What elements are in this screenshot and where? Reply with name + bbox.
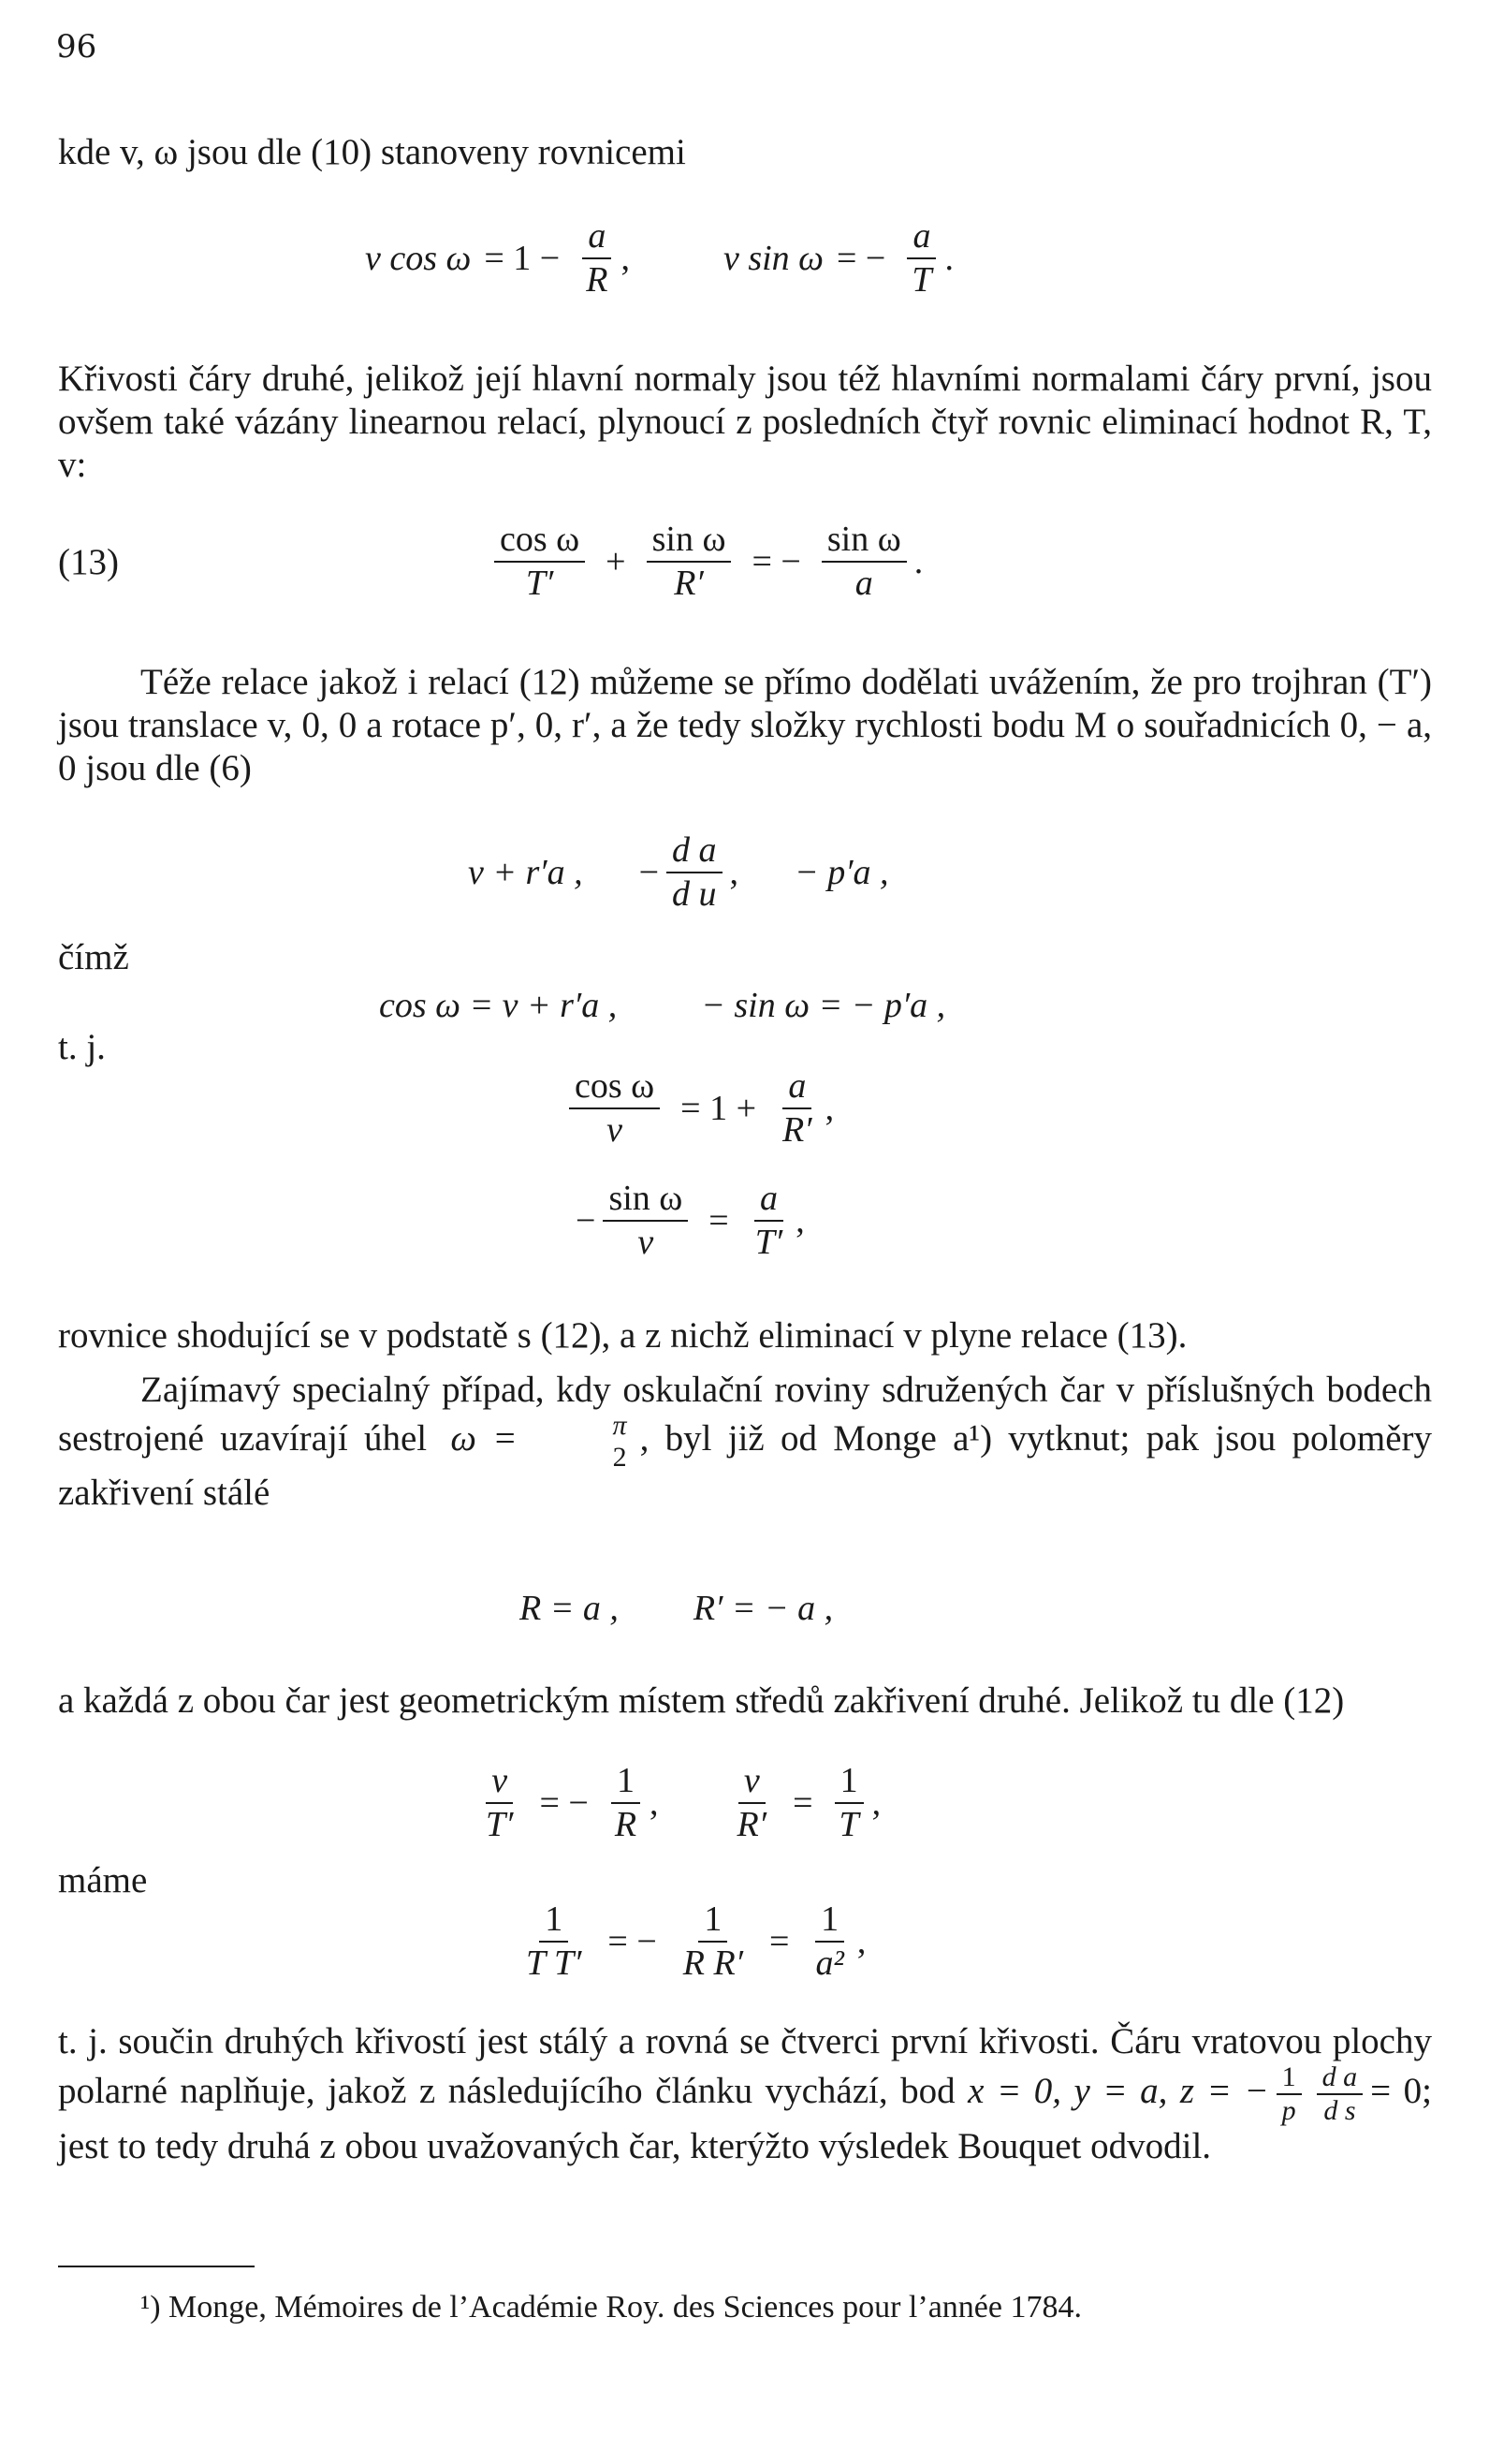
eq13-plus: +: [606, 542, 626, 582]
eq1-a-den: R: [586, 260, 608, 301]
product-text-a: t. j. součin druhých křivostí jest stálý a rovná se čtverci první křivosti. Čáru vratovou plochy polarné naplňuje, jakož z následujícího článku vychází, bod: [58, 2021, 1432, 2111]
special-case-text-a: Zajímavý specialný případ, kdy oskulační roviny sdružených čar v příslušných bodech sestrojené uzavírají úhel: [58, 1370, 1432, 1459]
tj2-end: ,: [796, 1201, 805, 1241]
mame-d2: R R′: [682, 1943, 744, 1984]
mame-d1: T T′: [526, 1943, 582, 1984]
tj1-d2: R′: [782, 1110, 812, 1151]
eq12-c1: ,: [650, 1783, 659, 1824]
eq13-n1: cos ω: [494, 521, 585, 563]
tj1-den: v: [606, 1110, 623, 1151]
equation-velocity: [468, 831, 889, 914]
vel-term2-end: ,: [729, 853, 739, 893]
tj2-frac2: [750, 1180, 788, 1262]
product-frac1: [1277, 2063, 1302, 2125]
vel-term1: v + r′a ,: [468, 853, 583, 893]
eq12-n2: 1: [611, 1762, 640, 1804]
mame-n2: 1: [698, 1900, 727, 1943]
eq12-d3: R′: [737, 1805, 767, 1845]
eq13-eq: = −: [752, 542, 801, 582]
product-frac2: [1317, 2063, 1364, 2125]
eq1-b-den: T: [912, 260, 932, 301]
equation-radii: [519, 1588, 833, 1629]
eq12-n4: 1: [835, 1762, 864, 1804]
eq1-b-fraction: [906, 217, 937, 300]
eq13-d1: T′: [525, 564, 554, 604]
eq1-b-lhs: v sin ω: [723, 239, 824, 279]
eq12-frac3: [732, 1762, 773, 1844]
vel-term2-num: d a: [666, 831, 723, 873]
eq12-n1: v: [486, 1762, 513, 1804]
eq1-b-end: .: [944, 239, 955, 279]
eq13-d2: R′: [674, 564, 704, 604]
eq13-frac1: [494, 521, 585, 603]
mame-n1: 1: [539, 1900, 568, 1943]
tj2-n2: a: [754, 1180, 783, 1222]
mame-eq2: =: [769, 1922, 790, 1962]
special-case-text-b: , byl již od Monge a¹) vytknut; pak jsou poloměry zakřivení stálé: [58, 1417, 1433, 1513]
eq13-d3: a: [854, 564, 873, 604]
tj2-eq: =: [708, 1201, 729, 1241]
paragraph-curvature: Křivosti čáry druhé, jelikož její hlavní normaly jsou též hlavními normalami čáry první, jsou ovšem také vázány linearnou relací, plynoucí z posledních čtyř rovnic eliminací hodnot R, T, v:: [58, 359, 1432, 485]
paragraph-product: [58, 2020, 1432, 2168]
eq12-d2: R: [614, 1805, 637, 1845]
eq12-n3: v: [738, 1762, 766, 1804]
eq13-frac2: [647, 521, 732, 603]
equation-product: [513, 1900, 866, 1983]
eq12-d1: T′: [486, 1805, 514, 1845]
product-d2: d s: [1323, 2095, 1356, 2126]
mame-n3: 1: [815, 1900, 844, 1943]
tj2-num: sin ω: [603, 1180, 688, 1222]
product-point-coords: x = 0, y = a, z = −: [968, 2070, 1269, 2111]
mame-frac1: [520, 1900, 587, 1983]
tj1-eq: = 1 +: [680, 1089, 757, 1129]
equation-tj-2: [576, 1180, 805, 1262]
tj2-frac1: [603, 1180, 688, 1262]
cimz-term1: cos ω = v + r′a ,: [379, 986, 618, 1025]
product-text-b: jest to tedy druhá z obou uvažovaných čar, kterýžto výsledek Bouquet odvodil.: [58, 2126, 1212, 2166]
eq12-frac4: [834, 1762, 865, 1844]
mame-eq1: = −: [607, 1922, 657, 1962]
special-case-num: π: [612, 1410, 627, 1441]
special-case-omega: ω =: [450, 1417, 518, 1459]
eq13-n3: sin ω: [822, 521, 907, 563]
page-number: 96: [56, 28, 97, 66]
equation-v-cos-sin: [365, 217, 954, 300]
footnote-rule: [58, 2266, 255, 2267]
cimz-term2: − sin ω = − p′a ,: [701, 986, 946, 1025]
label-mame: máme: [58, 1860, 148, 1900]
equation-13: [487, 521, 923, 603]
radii-term2: R′ = − a ,: [693, 1589, 834, 1628]
product-n1: 1: [1277, 2063, 1302, 2095]
tj1-n2: a: [782, 1067, 811, 1109]
mame-d3: a²: [815, 1943, 844, 1984]
tj2-pre: −: [576, 1201, 596, 1241]
tj2-den: v: [637, 1223, 654, 1263]
eq1-a-fraction: [580, 217, 613, 300]
eq1-b-eq: = −: [837, 239, 886, 279]
eq12-d4: T: [839, 1805, 859, 1845]
eq12-frac1: [480, 1762, 518, 1844]
eq1-a-lhs: v cos ω: [365, 239, 472, 279]
eq1-a-eq: = 1 −: [484, 239, 561, 279]
tj1-frac2: [777, 1067, 818, 1150]
mame-frac2: [678, 1900, 749, 1983]
eq1-b-num: a: [907, 217, 936, 259]
mame-end: ,: [856, 1922, 867, 1962]
mame-frac3: [810, 1900, 849, 1983]
special-case-den: 2: [612, 1442, 627, 1473]
eq13-end: .: [913, 542, 924, 582]
product-n2: d a: [1317, 2063, 1364, 2095]
paragraph-locus: a každá z obou čar jest geometrickým místem středů zakřivení druhé. Jelikož tu dle (12): [58, 1680, 1345, 1721]
vel-term3: − p′a ,: [795, 853, 889, 893]
product-post: = 0;: [1370, 2070, 1432, 2111]
eq13-n2: sin ω: [647, 521, 732, 563]
label-cimz: čímž: [58, 937, 129, 977]
paragraph-intro: kde v, ω jsou dle (10) stanoveny rovnicemi: [58, 132, 686, 172]
eq13-frac3: [822, 521, 907, 603]
eq1-a-end: ,: [620, 239, 630, 279]
vel-term2-den: d u: [672, 874, 717, 915]
eq12-c2: ,: [871, 1783, 882, 1824]
eq1-a-num: a: [582, 217, 611, 259]
product-d1: p: [1281, 2095, 1296, 2126]
paragraph-translation: Téže relace jakož i relací (12) můžeme se přímo dodělati uvážením, že pro trojhran (T′) jsou translace v, 0, 0 a rotace p′, 0, r′, a že tedy složky rychlosti bodu M o souřadnicích 0, − a, 0 jsou dle (6): [58, 662, 1432, 788]
special-case-fraction: [525, 1412, 633, 1472]
equation-13-label: (13): [58, 542, 119, 582]
equation-12-relation: [473, 1762, 881, 1844]
eq12-frac2: [609, 1762, 642, 1844]
tj1-num: cos ω: [569, 1067, 660, 1109]
vel-term2-fraction: [666, 831, 723, 914]
eq12-eq2: =: [793, 1783, 813, 1824]
radii-term1: R = a ,: [519, 1589, 619, 1628]
equation-cimz: [379, 985, 945, 1026]
footnote: ¹) Monge, Mémoires de l’Académie Roy. des Sciences pour l’année 1784.: [140, 2290, 1082, 2325]
vel-term2-minus: −: [638, 853, 660, 893]
label-tj: t. j.: [58, 1027, 106, 1067]
equation-tj-1: [562, 1067, 834, 1150]
tj1-frac1: [569, 1067, 660, 1150]
tj2-d2: T′: [754, 1223, 783, 1263]
eq12-eq1: = −: [539, 1783, 589, 1824]
tj1-end: ,: [825, 1089, 835, 1129]
paragraph-special-case: [58, 1369, 1432, 1515]
paragraph-coincide: rovnice shodující se v podstatě s (12), a z nichž eliminací v plyne relace (13).: [58, 1315, 1188, 1356]
